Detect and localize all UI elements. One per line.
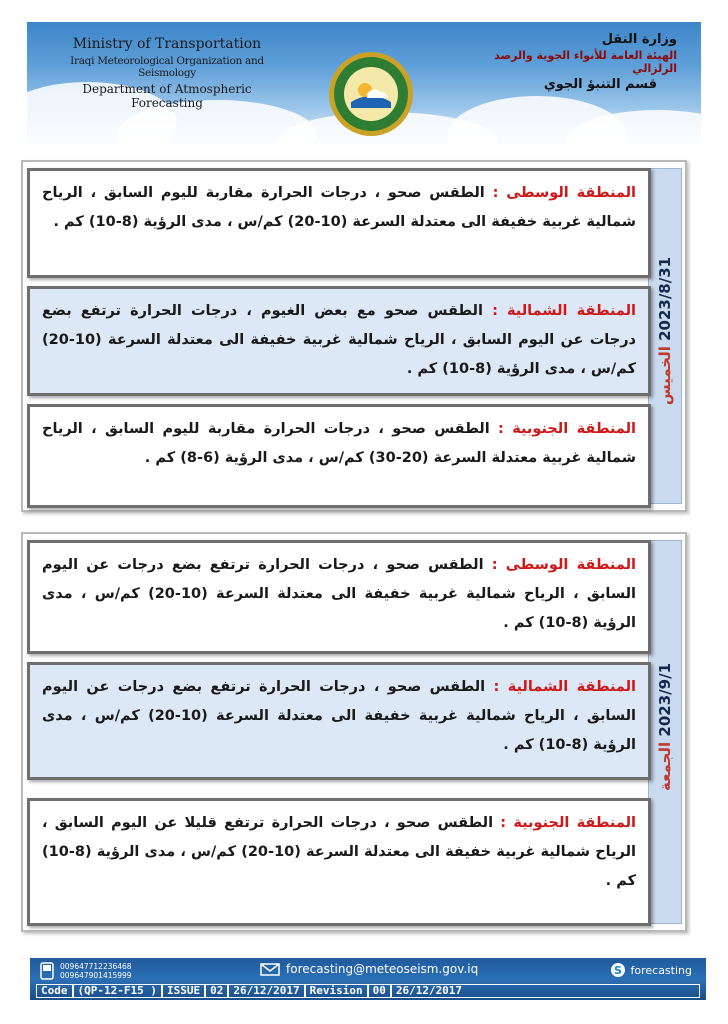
region-name: المنطقة الجنوبية : <box>500 815 636 831</box>
issue-date: 26/12/2017 <box>228 984 304 998</box>
region-text: الطقس صحو ، درجات الحرارة ترتفع قليلا عن اليوم السابق ، الرياح شمالية غربية خفيفة الى معتدلة السرعة (10-20) كم/س ، مدى الرؤية (8-10) كم . <box>42 815 636 889</box>
footer-email <box>260 962 478 976</box>
header-english-block <box>47 36 287 110</box>
document-code-row <box>36 984 700 998</box>
code-label: Code <box>36 984 73 998</box>
header-banner <box>27 22 701 146</box>
region-north-forecast <box>27 286 651 396</box>
envelope-icon <box>260 963 280 976</box>
region-name: المنطقة الوسطى : <box>492 185 636 201</box>
revision-date: 26/12/2017 <box>391 984 700 998</box>
region-south-forecast <box>27 404 651 508</box>
day-side-label <box>648 540 682 924</box>
day-forecast-1 <box>21 160 687 512</box>
region-text: الطقس صحو مع بعض الغيوم ، درجات الحرارة ترتفع بضع درجات عن اليوم السابق ، الرياح شمالية غربية خفيفة الى معتدلة السرعة (10-20) كم/س ، مدى الرؤية (8-10) كم . <box>42 303 636 377</box>
footer-bar <box>30 958 706 1000</box>
organization-name-ar: الهيئة العامة للأنواء الجوية والرصد الزلزالي <box>494 49 677 75</box>
day-forecast-2 <box>21 532 687 932</box>
organization-seal-icon <box>327 50 415 138</box>
skype-handle: forecasting <box>630 963 692 977</box>
region-text: الطقس صحو ، درجات الحرارة ترتفع بضع درجات عن اليوم السابق ، الرياح شمالية غربية خفيفة الى معتدلة السرعة (10-20) كم/س ، مدى الرؤية (8-10) كم . <box>42 557 637 631</box>
region-south-forecast <box>27 798 651 926</box>
day-side-label <box>648 168 682 504</box>
footer-skype <box>610 962 693 978</box>
day-name: الخميس <box>656 346 675 406</box>
department-name-en: Department of Atmospheric Forecasting <box>82 82 252 110</box>
skype-icon <box>610 962 626 978</box>
day-side-text <box>656 257 674 415</box>
footer-phones <box>40 962 132 980</box>
day-date: 2023/8/31 <box>656 256 675 341</box>
day-side-text <box>656 663 674 801</box>
organization-name-en: Iraqi Meteorological Organization and Seismology <box>70 55 264 79</box>
ministry-name-ar: وزارة النقل <box>601 32 677 47</box>
region-text: الطقس صحو ، درجات الحرارة مقاربة لليوم السابق ، الرياح شمالية غربية خفيفة الى معتدلة السرعة (10-20) كم/س ، مدى الرؤية (8-10) كم . <box>42 185 636 230</box>
region-text: الطقس صحو ، درجات الحرارة ترتفع بضع درجات عن اليوم السابق ، الرياح شمالية غربية خفيفة الى معتدلة السرعة (10-20) كم/س ، مدى الرؤية (8-10) كم . <box>42 679 637 753</box>
region-name: المنطقة الشمالية : <box>493 679 636 695</box>
code-value: (QP-12-F15 ) <box>73 984 162 998</box>
revision-label: Revision <box>305 984 368 998</box>
phone-icon <box>40 962 54 980</box>
region-central-forecast <box>27 540 651 654</box>
day-name: الجمعة <box>656 741 675 792</box>
region-central-forecast <box>27 168 651 278</box>
revision-value: 00 <box>368 984 391 998</box>
region-name: المنطقة الوسطى : <box>491 557 636 573</box>
department-name-ar: قسم التنبؤ الجوي <box>543 77 657 92</box>
ministry-name-en: Ministry of Transportation <box>72 36 262 52</box>
region-name: المنطقة الجنوبية : <box>498 421 636 437</box>
header-arabic-block <box>457 32 677 92</box>
region-text: الطقس صحو ، درجات الحرارة مقاربة لليوم السابق ، الرياح شمالية غربية معتدلة السرعة (20-30) كم/س ، مدى الرؤية (6-8) كم . <box>42 421 636 466</box>
phone-number-2: 009647901415999 <box>60 971 132 980</box>
issue-value: 02 <box>205 984 228 998</box>
email-address: forecasting@meteoseism.gov.iq <box>286 962 479 976</box>
svg-text:S: S <box>613 964 622 977</box>
region-north-forecast <box>27 662 651 780</box>
region-name: المنطقة الشمالية : <box>492 303 636 319</box>
day-date: 2023/9/1 <box>656 662 675 737</box>
phone-number-1: 009647712236468 <box>60 962 132 971</box>
issue-label: ISSUE <box>162 984 205 998</box>
